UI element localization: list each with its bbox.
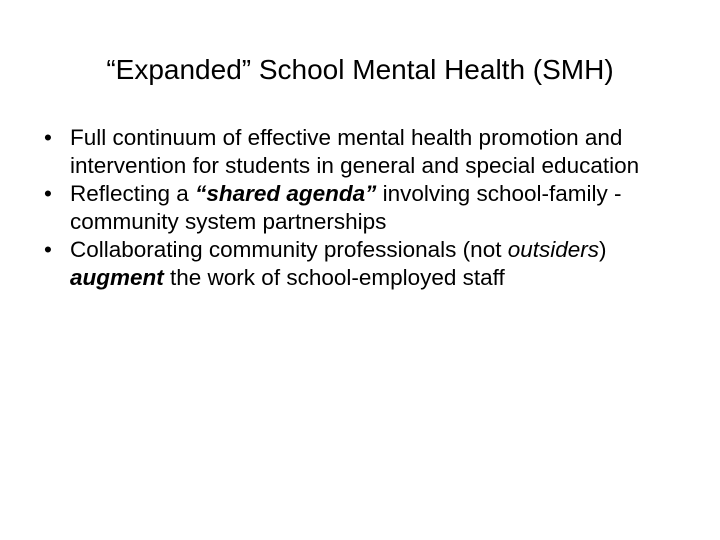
slide-title: “Expanded” School Mental Health (SMH) [106,54,614,85]
bullet-bold-italic: augment [70,265,164,290]
bullet-glyph: • [44,125,52,150]
bullet-item [44,124,694,180]
bullet-item [44,180,694,236]
bullet-glyph: • [44,181,52,206]
bullet-glyph: • [44,237,52,262]
bullet-text-after: involving school-family -community system partnerships [70,181,622,234]
bullet-list [44,124,694,292]
bullet-italic: outsiders [507,237,600,262]
bullet-emphasis: “shared agenda” [195,181,377,206]
bullet-item [44,236,694,292]
bullet-text-part3: the work of school-employed staff [163,265,505,290]
bullet-text-before: Reflecting a [70,181,196,206]
bullet-text-part2: ) [599,237,607,262]
bullet-text: Full continuum of effective mental health promotion and intervention for students in general and special education [70,125,640,178]
bullet-text-part1: Collaborating community professionals (not [70,237,508,262]
